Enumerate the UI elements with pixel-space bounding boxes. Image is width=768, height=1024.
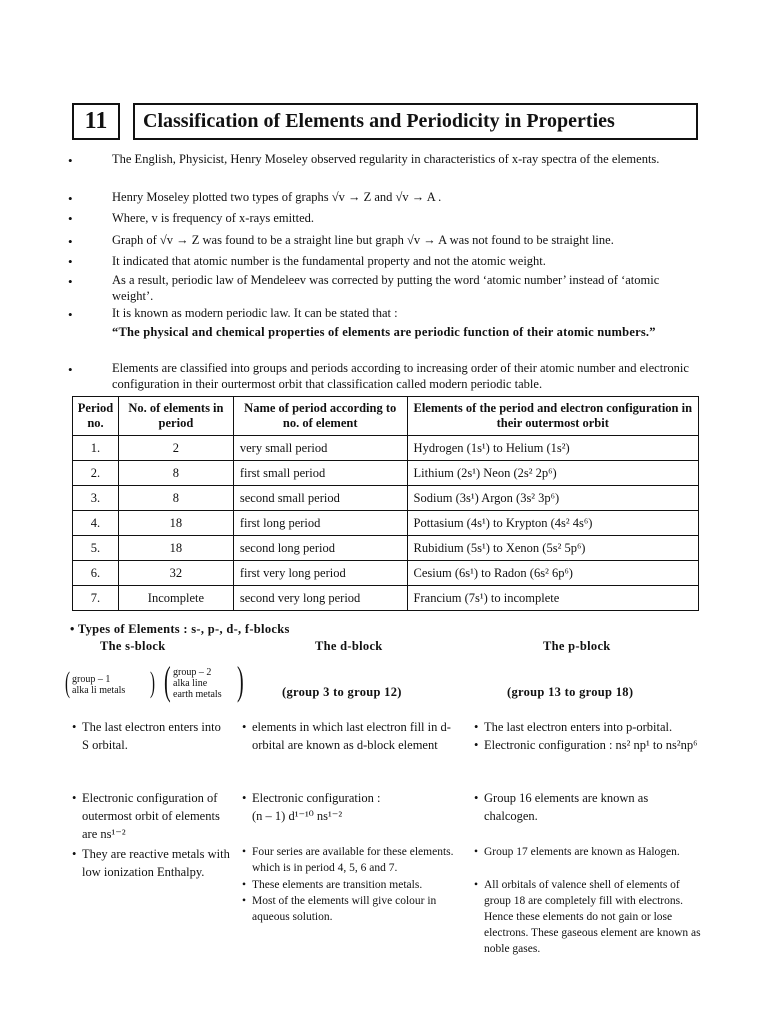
cell-count: 2 [118, 436, 233, 461]
table-row [73, 586, 699, 611]
cell-config: Rubidium (5s¹) to Xenon (5s² 5p⁶) [407, 536, 698, 561]
period-table [72, 396, 699, 611]
s-point-2-text: Electronic configuration of outermost orbit of elements are ns¹⁻² [82, 791, 220, 841]
open-paren: ( [164, 658, 171, 703]
d-point-4-text: These elements are transition metals. [252, 879, 423, 891]
p-block-heading: The p-block [543, 639, 611, 653]
cell-name: first small period [233, 461, 407, 486]
p-point-3-text: Group 16 elements are known as chalcogen. [484, 791, 649, 823]
col-header-config: Elements of the period and electron configuration in their outermost orbit [407, 397, 698, 436]
bullet-text-7: It is known as modern periodic law. It can be stated that : [112, 306, 398, 320]
p-point-2-text: Electronic configuration : ns² np¹ to ns²np⁶ [484, 738, 698, 752]
cell-name: second long period [233, 536, 407, 561]
cell-count: 32 [118, 561, 233, 586]
bullet-dot: • [72, 791, 77, 805]
bullet-dot: • [474, 879, 479, 891]
table-row [73, 561, 699, 586]
col-header-period: Period no. [73, 397, 119, 436]
s-group2-sub1: alka line [173, 678, 208, 689]
cell-config: Lithium (2s¹) Neon (2s² 2p⁶) [407, 461, 698, 486]
p-block-point-1 [474, 718, 704, 736]
cell-config: Cesium (6s¹) to Radon (6s² 6p⁶) [407, 561, 698, 586]
bullet-dot: • [242, 791, 247, 805]
table-header-row [73, 397, 699, 436]
d-block-groups: (group 3 to group 12) [282, 685, 402, 699]
table-row [73, 486, 699, 511]
bullet-dot: • [68, 234, 73, 249]
cell-count: 8 [118, 486, 233, 511]
types-heading: • Types of Elements : s-, p-, d-, f-blocks [70, 622, 290, 636]
p-point-4-text: Group 17 elements are known as Halogen. [484, 846, 680, 858]
cell-period: 6. [73, 561, 119, 586]
bullet-text-4: Graph of √v → Z was found to be a straight line but graph √v → A was not found to be straight line. [112, 233, 614, 247]
d-block-point-4 [242, 877, 472, 893]
bullet-dot: • [242, 879, 247, 891]
close-paren: ) [150, 666, 155, 699]
cell-count: 18 [118, 536, 233, 561]
bullet-dot: • [242, 720, 247, 734]
chapter-title: Classification of Elements and Periodicity in Properties [133, 103, 698, 140]
p-block-point-2 [474, 736, 704, 754]
s-point-3-text: They are reactive metals with low ionization Enthalpy. [82, 847, 230, 879]
d-point-2-formula: (n – 1) d¹⁻¹⁰ ns¹⁻² [252, 809, 343, 823]
bullet-dot: • [68, 191, 73, 206]
p-block-point-5 [474, 877, 702, 957]
s-group1-sub: alka li metals [72, 685, 126, 696]
table-row [73, 461, 699, 486]
s-block-point-1 [72, 718, 222, 754]
s-group2 [173, 667, 222, 700]
d-block-point-2 [242, 789, 467, 825]
d-block-point-1 [242, 718, 467, 754]
d-block-point-3 [242, 844, 472, 876]
bullet-text-8: Elements are classified into groups and periods according to increasing order of their atomic number and electronic configuration in their ourtermost orbit that classification called modern periodic table. [112, 361, 689, 391]
d-point-2-text: Electronic configuration : [252, 791, 381, 805]
cell-count: 18 [118, 511, 233, 536]
p-block-point-4 [474, 844, 699, 860]
col-header-name: Name of period according to no. of element [233, 397, 407, 436]
bullet-text-5: It indicated that atomic number is the fundamental property and not the atomic weight. [112, 254, 546, 268]
s-group1 [72, 674, 125, 696]
open-paren: ( [65, 666, 70, 699]
s-group1-label: group – 1 [72, 674, 111, 685]
cell-period: 1. [73, 436, 119, 461]
bullet-dot: • [474, 846, 479, 858]
table-row [73, 436, 699, 461]
d-point-5-text: Most of the elements will give colour in aqueous solution. [252, 895, 437, 923]
cell-name: first very long period [233, 561, 407, 586]
bullet-dot: • [72, 847, 77, 861]
cell-name: second small period [233, 486, 407, 511]
cell-config: Pottasium (4s¹) to Krypton (4s² 4s⁶) [407, 511, 698, 536]
periodic-law-statement: “The physical and chemical properties of elements are periodic function of their atomic numbers.” [112, 325, 656, 339]
cell-count: Incomplete [118, 586, 233, 611]
bullet-text-2: Henry Moseley plotted two types of graphs √v → Z and √v → A . [112, 190, 442, 204]
bullet-dot: • [72, 720, 77, 734]
p-block-point-3 [474, 789, 694, 825]
chapter-number: 11 [72, 103, 120, 140]
cell-name: very small period [233, 436, 407, 461]
bullet-text-1: The English, Physicist, Henry Moseley observed regularity in characteristics of x-ray spectra of the elements. [112, 152, 660, 166]
bullet-dot: • [474, 720, 479, 734]
s-group2-sub2: earth metals [173, 689, 222, 700]
close-paren: ) [237, 658, 244, 703]
cell-count: 8 [118, 461, 233, 486]
cell-config: Sodium (3s¹) Argon (3s² 3p⁶) [407, 486, 698, 511]
bullet-dot: • [242, 895, 247, 907]
bullet-dot: • [474, 791, 479, 805]
cell-period: 2. [73, 461, 119, 486]
d-point-1-text: elements in which last electron fill in d-orbital are known as d-block element [252, 720, 451, 752]
s-block-point-2 [72, 789, 232, 843]
bullet-dot: • [68, 254, 73, 269]
cell-period: 7. [73, 586, 119, 611]
bullet-dot: • [68, 274, 73, 289]
p-point-5-text: All orbitals of valence shell of elements of group 18 are completely fill with electrons. Hence these elements do not gain or lose electrons. These gaseous element are known as noble gases. [484, 879, 701, 955]
cell-period: 3. [73, 486, 119, 511]
s-group2-label: group – 2 [173, 667, 212, 678]
col-header-count: No. of elements in period [118, 397, 233, 436]
bullet-dot: • [68, 362, 73, 377]
bullet-text-3: Where, v is frequency of x-rays emitted. [112, 211, 315, 225]
cell-config: Hydrogen (1s¹) to Helium (1s²) [407, 436, 698, 461]
bullet-text-6: As a result, periodic law of Mendeleev was corrected by putting the word ‘atomic number’ instead of ‘atomic weight’. [112, 273, 660, 303]
s-block-heading: The s-block [100, 639, 166, 653]
bullet-dot: • [68, 211, 73, 226]
s-point-1-text: The last electron enters into S orbital. [82, 720, 221, 752]
p-block-groups: (group 13 to group 18) [507, 685, 634, 699]
s-block-point-3 [72, 845, 242, 881]
cell-config: Francium (7s¹) to incomplete [407, 586, 698, 611]
p-point-1-text: The last electron enters into p-orbital. [484, 720, 673, 734]
bullet-dot: • [242, 846, 247, 858]
bullet-dot: • [474, 738, 479, 752]
bullet-dot: • [68, 307, 73, 322]
table-row [73, 511, 699, 536]
cell-period: 5. [73, 536, 119, 561]
cell-name: second very long period [233, 586, 407, 611]
d-point-3-text: Four series are available for these elements. which is in period 4, 5, 6 and 7. [252, 846, 454, 874]
bullet-dot: • [68, 153, 73, 168]
d-block-heading: The d-block [315, 639, 383, 653]
table-row [73, 536, 699, 561]
cell-name: first long period [233, 511, 407, 536]
d-block-point-5 [242, 893, 472, 925]
cell-period: 4. [73, 511, 119, 536]
